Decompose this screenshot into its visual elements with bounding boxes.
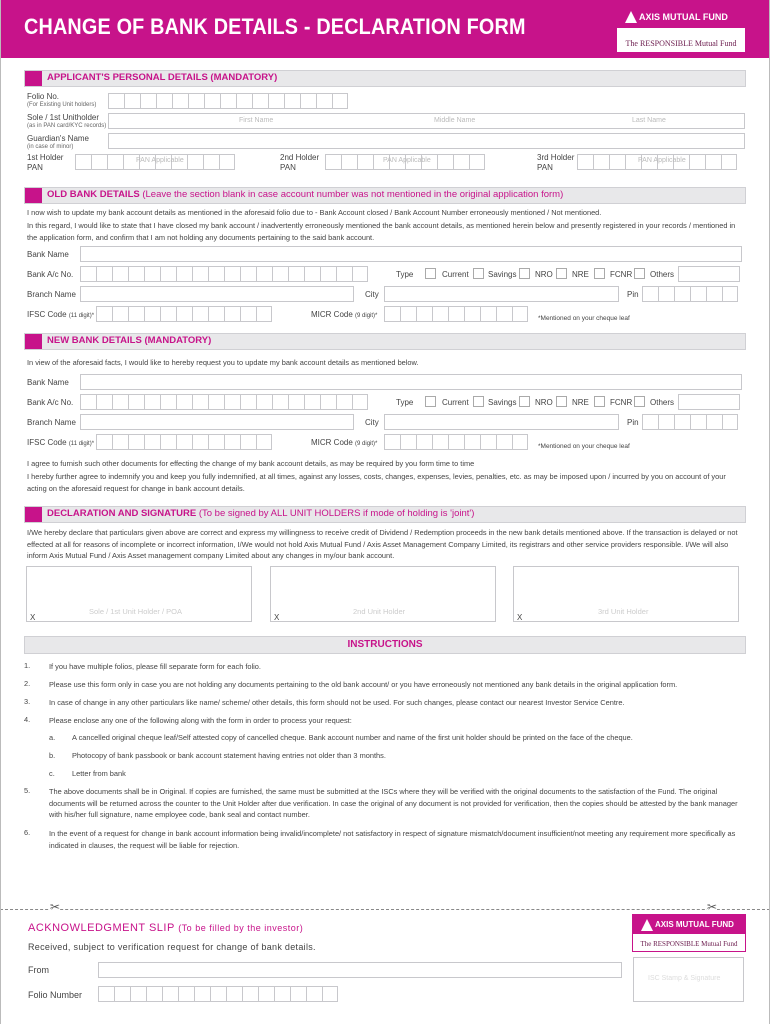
sole-holder-sublabel: (as in PAN card/KYC records)	[27, 123, 107, 129]
new-nro-checkbox[interactable]	[519, 396, 530, 407]
old-bank-section-bar	[24, 187, 746, 204]
instruction-1-num: 1.	[24, 661, 31, 670]
ifsc-sub: (11 digit)*	[68, 313, 95, 319]
new-nre-label: NRE	[572, 398, 589, 407]
new-ifsc-label	[27, 438, 94, 449]
isc-stamp-placeholder: ISC Stamp & Signature	[648, 975, 721, 982]
signature-2-placeholder: 2nd Unit Holder	[353, 607, 406, 616]
instruction-4b-text: Photocopy of bank passbook or bank account statement having entries not older than 3 months.	[72, 751, 386, 760]
new-savings-checkbox[interactable]	[473, 396, 484, 407]
old-branch-field[interactable]	[80, 286, 354, 302]
new-account-cells[interactable]	[80, 394, 368, 410]
new-micr-cells[interactable]	[384, 434, 528, 450]
old-nro-label: NRO	[535, 270, 553, 279]
instruction-4a-num: a.	[49, 733, 56, 742]
logo-tagline: The RESPONSIBLE Mutual Fund	[640, 940, 738, 948]
new-account-label: Bank A/c No.	[27, 398, 74, 407]
old-bank-title: OLD BANK DETAILS	[47, 189, 140, 200]
logo-name: AXIS MUTUAL FUND	[639, 12, 728, 22]
new-pin-label: Pin	[627, 418, 639, 427]
old-branch-label: Branch Name	[27, 290, 76, 299]
holder3-pan-label: PAN	[537, 163, 553, 172]
new-current-checkbox[interactable]	[425, 396, 436, 407]
holder2-pan-placeholder: PAN Applicable	[383, 157, 431, 164]
micr-text: MICR Code	[311, 438, 353, 447]
signature-box-1[interactable]	[26, 566, 252, 622]
instruction-4c-text: Letter from bank	[72, 769, 126, 778]
old-account-label: Bank A/c No.	[27, 270, 74, 279]
old-fcnr-checkbox[interactable]	[594, 268, 605, 279]
personal-section-title: APPLICANT'S PERSONAL DETAILS (MANDATORY)	[47, 72, 278, 83]
new-branch-field[interactable]	[80, 414, 354, 430]
instructions-bar	[24, 636, 746, 654]
scissors-icon: ✂	[50, 900, 61, 914]
axis-logo	[616, 5, 746, 53]
holder3-label: 3rd Holder	[537, 153, 575, 162]
folio-sublabel: (For Existing Unit holders)	[27, 102, 97, 108]
old-pin-label: Pin	[627, 290, 639, 299]
holder3-pan-placeholder: PAN Applicable	[638, 157, 686, 164]
old-city-label: City	[365, 290, 379, 299]
instruction-6-num: 6.	[24, 828, 31, 837]
new-fcnr-checkbox[interactable]	[594, 396, 605, 407]
new-branch-label: Branch Name	[27, 418, 76, 427]
signature-3-x: X	[517, 613, 523, 622]
signature-2-x: X	[274, 613, 280, 622]
instruction-5-text: The above documents shall be in Original. If copies are furnished, the same must be submitted at the ISCs where they will be verified with the original documents to the satisfaction of the Fund. The original documents will be returned across the counter to the Unit Holder after due verification. In case the original of any document is not provided for verification, then the copies should be attested by the bank manager with his/her full signature, name employee code, bank seal and contact number.	[49, 787, 738, 819]
personal-section-bar	[24, 70, 746, 87]
signature-1-x: X	[30, 613, 36, 622]
declaration-section-bar	[24, 506, 746, 523]
old-bank-para-2: In this regard, I would like to state that I have closed my bank account / inadvertently erroneously mentioned the bank account details, as mentioned herein below and presently registered in your records / mentioned in the application form, and confirm that I am not holding any documents pertaining to the said bank account.	[27, 221, 736, 242]
old-bank-title-note: (Leave the section blank in case account number was not mentioned in the original application form)	[142, 189, 564, 200]
old-others-field[interactable]	[678, 266, 740, 282]
old-micr-cells[interactable]	[384, 306, 528, 322]
new-bank-para: In view of the aforesaid facts, I would like to hereby request you to update my bank account details as mentioned below.	[27, 358, 419, 367]
new-fcnr-label: FCNR	[610, 398, 633, 407]
old-fcnr-label: FCNR	[610, 270, 633, 279]
instruction-4-num: 4.	[24, 715, 31, 724]
signature-box-3[interactable]	[513, 566, 739, 622]
guardian-sublabel: (in case of minor)	[27, 144, 74, 150]
old-savings-checkbox[interactable]	[473, 268, 484, 279]
old-cheque-note: *Mentioned on your cheque leaf	[538, 315, 630, 322]
old-bank-section-title	[47, 189, 563, 200]
sole-holder-label: Sole / 1st Unitholder	[27, 113, 100, 122]
old-account-cells[interactable]	[80, 266, 368, 282]
new-pin-cells[interactable]	[642, 414, 738, 430]
ack-folio-label: Folio Number	[28, 990, 83, 1000]
instruction-2-num: 2.	[24, 679, 31, 688]
ifsc-text: IFSC Code	[27, 438, 67, 447]
old-savings-label: Savings	[488, 270, 517, 279]
isc-stamp-box[interactable]	[633, 957, 744, 1002]
cut-line	[0, 909, 770, 910]
new-bank-name-label: Bank Name	[27, 378, 69, 387]
new-city-field[interactable]	[384, 414, 619, 430]
form-title: CHANGE OF BANK DETAILS - DECLARATION FORM	[24, 14, 526, 39]
new-type-label: Type	[396, 398, 414, 407]
old-others-label: Others	[650, 270, 675, 279]
old-nre-label: NRE	[572, 270, 589, 279]
axis-logo-icon	[641, 919, 653, 931]
section-marker	[25, 507, 42, 522]
declaration-title-note: (To be signed by ALL UNIT HOLDERS if mode of holding is 'joint')	[198, 508, 475, 519]
ack-received-text: Received, subject to verification request for change of bank details.	[28, 942, 316, 952]
old-micr-label	[311, 310, 377, 321]
old-current-checkbox[interactable]	[425, 268, 436, 279]
old-ifsc-cells[interactable]	[96, 306, 272, 322]
declaration-title: DECLARATION AND SIGNATURE	[47, 508, 197, 519]
signature-3-placeholder: 3rd Unit Holder	[598, 607, 649, 616]
old-others-checkbox[interactable]	[634, 268, 645, 279]
old-ifsc-label	[27, 310, 94, 321]
agree-para-1: I agree to furnish such other documents for effecting the change of my bank account details, as may be required by you form time to time	[27, 459, 475, 468]
axis-logo-icon	[625, 11, 637, 23]
holder1-label: 1st Holder	[27, 153, 64, 162]
new-others-checkbox[interactable]	[634, 396, 645, 407]
logo-name: AXIS MUTUAL FUND	[655, 920, 734, 929]
instruction-4a-text: A cancelled original cheque leaf/Self attested copy of cancelled cheque. Bank account number and name of the first unit holder should be printed on the face of the cheque.	[72, 733, 633, 742]
instruction-4b-num: b.	[49, 751, 56, 760]
ack-title-text: ACKNOWLEDGMENT SLIP	[28, 922, 175, 934]
ack-from-field[interactable]	[98, 962, 622, 978]
micr-sub: (9 digit)*	[355, 441, 378, 447]
old-bank-name-field[interactable]	[80, 246, 742, 262]
declaration-section-title	[47, 508, 474, 519]
signature-box-2[interactable]	[270, 566, 496, 622]
signature-1-placeholder: Sole / 1st Unit Holder / POA	[89, 607, 182, 616]
old-bank-para-1: I now wish to update my bank account details as mentioned in the aforesaid folio due to - Bank Account closed / Bank Account Number erroneously mentioned / Not mentioned.	[27, 208, 602, 217]
declaration-para: I/We hereby declare that particulars given above are correct and express my willingness to receive credit of Dividend / Redemption proceeds in the new bank details mentioned above. If the transaction is delayed or not effected at all for reasons of incomplete or incorrect information, I/We would not hold Axis Mutual Fund / Axis Asset Management Company Limited, its registrars and other service providers responsible. I/We will also inform Axis Mutual Fund / Axis Asset management company Limited about any changes in my/our bank account.	[27, 528, 738, 560]
section-marker	[25, 334, 42, 349]
new-micr-label	[311, 438, 377, 449]
new-others-field[interactable]	[678, 394, 740, 410]
instruction-6-text: In the event of a request for change in bank account information being invalid/incomplete/ not satisfactory in respect of signature mismatch/document insufficient/not meeting any requirement more specifically as indicated in clauses, the request will be liable for rejection.	[49, 829, 736, 850]
new-nro-label: NRO	[535, 398, 553, 407]
new-city-label: City	[365, 418, 379, 427]
ifsc-text: IFSC Code	[27, 310, 67, 319]
old-pin-cells[interactable]	[642, 286, 738, 302]
scissors-icon: ✂	[707, 900, 718, 914]
instruction-3-num: 3.	[24, 697, 31, 706]
micr-text: MICR Code	[311, 310, 353, 319]
section-marker	[25, 71, 42, 86]
instruction-3-text: In case of change in any other particulars like name/ scheme/ other details, this form should not be used. For such changes, please contact our nearest Investor Service Centre.	[49, 698, 625, 707]
ack-folio-cells[interactable]	[98, 986, 338, 1002]
logo-tagline: The RESPONSIBLE Mutual Fund	[625, 39, 737, 48]
guardian-name-field[interactable]	[108, 133, 745, 149]
instruction-1-text: If you have multiple folios, please fill separate form for each folio.	[49, 662, 261, 671]
new-ifsc-cells[interactable]	[96, 434, 272, 450]
ack-title	[28, 922, 303, 934]
last-name-placeholder: Last Name	[632, 117, 666, 124]
holder1-pan-placeholder: PAN Applicable	[136, 157, 184, 164]
instruction-4-text: Please enclose any one of the following along with the form in order to process your request:	[49, 716, 352, 725]
sole-holder-name-field[interactable]	[108, 113, 745, 129]
old-nre-checkbox[interactable]	[556, 268, 567, 279]
instruction-2-text: Please use this form only in case you are not holding any documents pertaining to the old bank account/ or you have erroneously not mentioned any bank details in the original application form.	[49, 680, 678, 689]
new-nre-checkbox[interactable]	[556, 396, 567, 407]
new-bank-section-bar	[24, 333, 746, 350]
old-bank-name-label: Bank Name	[27, 250, 69, 259]
new-cheque-note: *Mentioned on your cheque leaf	[538, 443, 630, 450]
ack-title-note: (To be filled by the investor)	[178, 923, 304, 933]
holder2-pan-label: PAN	[280, 163, 296, 172]
old-city-field[interactable]	[384, 286, 619, 302]
new-current-label: Current	[442, 398, 469, 407]
middle-name-placeholder: Middle Name	[434, 117, 476, 124]
old-nro-checkbox[interactable]	[519, 268, 530, 279]
ack-axis-logo	[632, 914, 746, 952]
micr-sub: (9 digit)*	[355, 313, 378, 319]
ack-from-label: From	[28, 965, 49, 975]
new-bank-section-title: NEW BANK DETAILS (MANDATORY)	[47, 335, 212, 346]
guardian-label: Guardian's Name	[27, 134, 89, 143]
folio-number-cells[interactable]	[108, 93, 348, 109]
agree-para-2: I hereby further agree to indemnify you and keep you fully indemnified, at all times, against any losses, costs, changes, expenses, levies, penalties, etc. as may be imposed upon / incurred by you on account of your acting on the aforesaid request for change in bank account details.	[27, 472, 726, 493]
old-type-label: Type	[396, 270, 414, 279]
ifsc-sub: (11 digit)*	[68, 441, 95, 447]
instructions-title: INSTRUCTIONS	[347, 639, 423, 650]
new-savings-label: Savings	[488, 398, 517, 407]
section-marker	[25, 188, 42, 203]
first-name-placeholder: First Name	[239, 117, 274, 124]
new-bank-name-field[interactable]	[80, 374, 742, 390]
old-current-label: Current	[442, 270, 469, 279]
holder1-pan-label: PAN	[27, 163, 43, 172]
new-others-label: Others	[650, 398, 675, 407]
instruction-4c-num: c.	[49, 769, 55, 778]
holder2-label: 2nd Holder	[280, 153, 320, 162]
instruction-5-num: 5.	[24, 786, 31, 795]
folio-label: Folio No.	[27, 92, 60, 101]
